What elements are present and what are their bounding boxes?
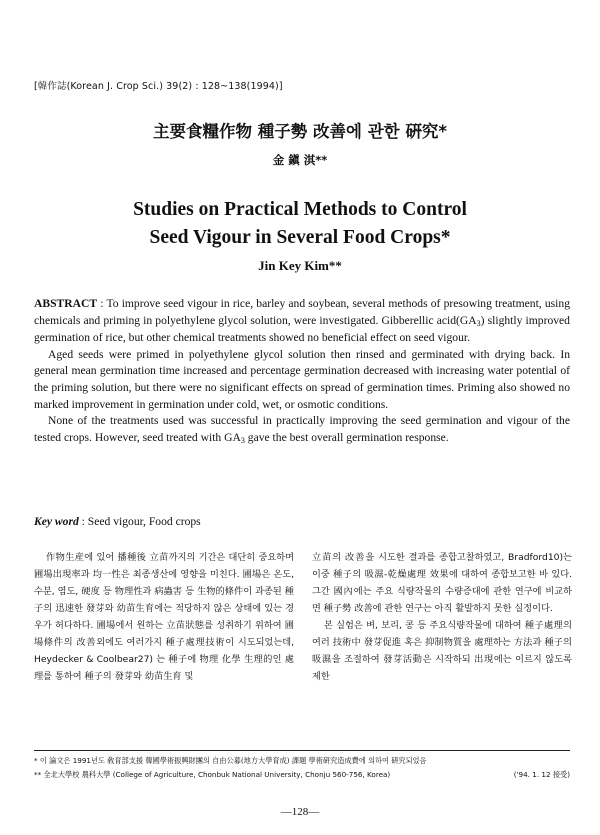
keyword-text: Seed vigour, Food crops (87, 515, 201, 528)
english-title-line-1: Studies on Practical Methods to Control (133, 199, 467, 220)
korean-title: 主要食糧作物 種子勢 改善에 관한 硏究* (153, 122, 447, 141)
abstract-paragraph-1 (34, 296, 570, 347)
subscript-3: 3 (476, 318, 481, 328)
keywords (34, 515, 201, 528)
footnote-2-text: ** 全北大學校 農科大學 (College of Agriculture, Chonbuk National University, Chonju 560-756, Korea) (34, 770, 391, 779)
abstract-p1-text-b: ) slightly improved germination of rice, but other chemical treatments showed no beneficial effect on seed vigour. (34, 313, 570, 345)
abstract-p1-text-a: To improve seed vigour in rice, barley and soybean, several methods of presowing treatment, using chemicals and priming in polyethylene glycol solution, were investigated. Gibberellic acid(GA (34, 297, 570, 327)
keyword-label: Key word (34, 515, 79, 528)
english-author: Jin Key Kim** (258, 258, 342, 273)
body-left-paragraph: 作物生産에 있어 播種後 立苗까지의 기간은 대단히 중요하며 圃場出現率과 均一性은 최종생산에 영향을 미친다. 圃場은 온도, 수분, 염도, 硬度 등 物理性과 病蟲害 등 生物的條件이 과종된 種子의 迅速한 發芽와 幼苗生育에는 적당하지 않은 상태에 있는 경우가 허다하다. 圃場에서 원하는 立苗狀態를 성취하기 위하여 圃場條件의 改善외에도 여러가지 種子處理技術이 시도되었는데, Heydecker & Coolbear27) 는 種子에 物理 化學 生理的인 處理를 통하여 種子의 發芽와 幼苗生育 및 (34, 552, 294, 682)
abstract-p3-text-b: gave the best overall germination response. (244, 430, 449, 444)
korean-author: 金 鎭 淇** (272, 153, 328, 167)
abstract-separator: : (97, 297, 107, 310)
keyword-separator: : (78, 515, 88, 528)
body-right-paragraph-2: 본 실험은 벼, 보리, 콩 등 주요식량작물에 대하여 種子處理의 여러 技術中 發芽促進 혹은 抑制物質을 處理하는 方法과 種子의 吸濕을 조절하여 發芽活動은 시작하되 出現에는 이르지 않도록 제한 (312, 620, 572, 682)
abstract-paragraph-2: Aged seeds were primed in polyethylene glycol solution then rinsed and germinated with drying back. In general mean germination time increased and percentage germination decreased with increasing water potential of the priming solution, but there were no significant effects on spread of germination times. Priming also showed no marked improvement in germination under cold, wet, or osmotic conditions. (34, 347, 570, 411)
page-number: —128— (280, 806, 320, 818)
abstract-p3-text-a: None of the treatments used was successful in practically improving the seed germination and vigour of the tested crops. However, seed treated with GA (34, 414, 570, 444)
body-left-column (34, 549, 294, 685)
abstract-label: ABSTRACT (34, 297, 98, 310)
abstract (34, 296, 570, 447)
journal-citation: [韓作誌(Korean J. Crop Sci.) 39(2) : 128~138(1994)] (34, 81, 283, 92)
abstract-paragraph-3 (34, 413, 570, 447)
subscript-3: 3 (240, 435, 245, 445)
body-right-paragraph-1: 立苗의 改善을 시도한 결과를 종합고찰하였고, Bradford10)는 이중 種子의 吸濕-乾燥處理 效果에 대하여 종합보고한 바 있다. 그간 國內에는 주요 식량작물의 수량증대에 관한 연구에 비교하면 種子勢 改善에 관한 연구는 아직 활발하지 못한 실정이다. (312, 552, 572, 614)
footnote-2 (34, 770, 570, 780)
received-date: ('94. 1. 12 接受) (513, 770, 570, 779)
english-title-line-2: Seed Vigour in Several Food Crops* (149, 227, 451, 248)
footnote-1: * 이 論文은 1991년도 敎育部支援 韓國學術振興財團의 自由公募(地方大學育成) 課題 學術硏究造成費에 의하여 硏究되었음 (34, 756, 427, 765)
english-title (0, 196, 600, 252)
body-right-column (312, 549, 572, 685)
footnote-divider (34, 750, 570, 751)
